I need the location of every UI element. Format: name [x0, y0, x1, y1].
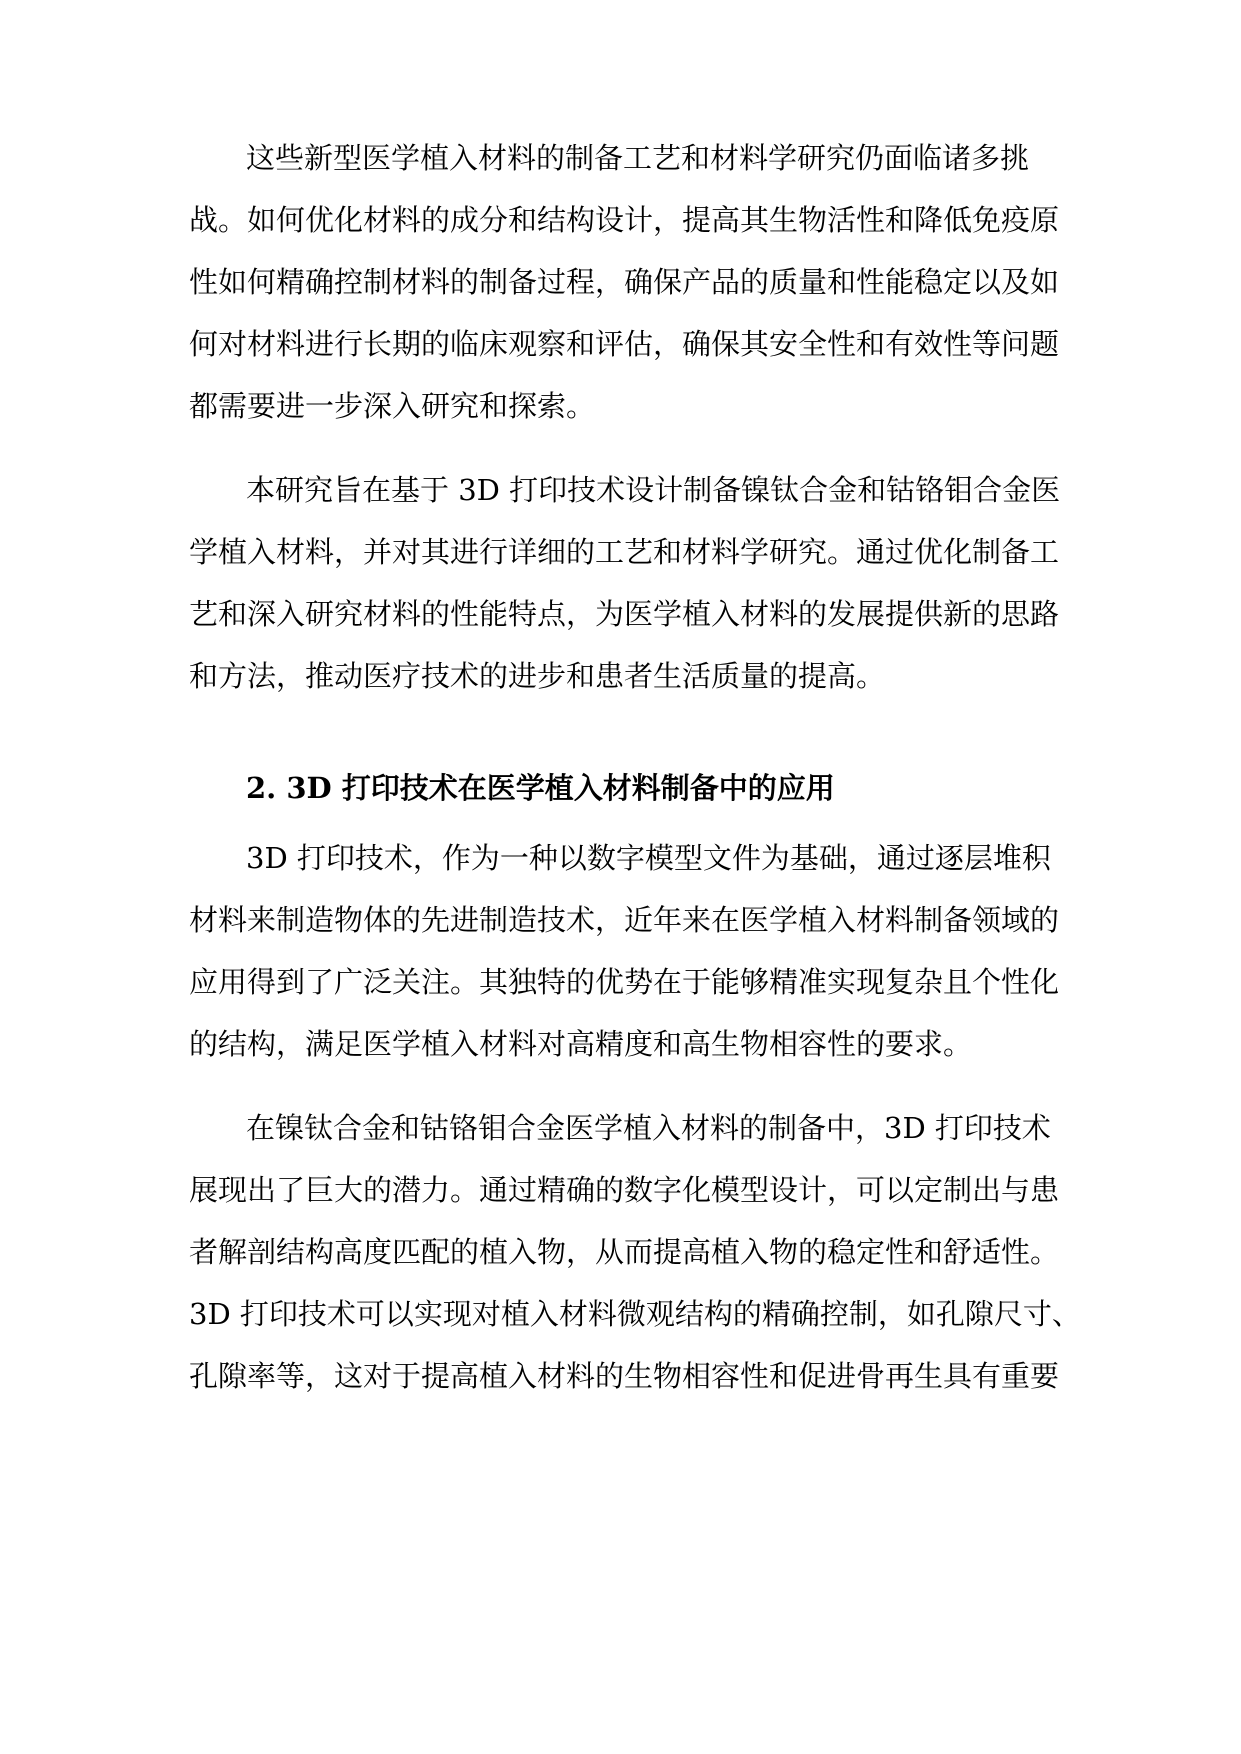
paragraph-3-line-4: 的结构，满足医学植入材料对高精度和高生物相容性的要求。	[189, 1027, 973, 1061]
paragraph-4-line-3: 者解剖结构高度匹配的植入物，从而提高植入物的稳定性和舒适性。	[189, 1235, 1060, 1269]
section-heading: 2. 3D 打印技术在医学植入材料制备中的应用	[246, 771, 835, 805]
paragraph-3-line-1: 3D 打印技术，作为一种以数字模型文件为基础，通过逐层堆积	[246, 841, 1051, 875]
paragraph-3-line-2: 材料来制造物体的先进制造技术，近年来在医学植入材料制备领域的	[189, 903, 1060, 937]
paragraph-4-line-1: 在镍钛合金和钴铬钼合金医学植入材料的制备中，3D 打印技术	[246, 1111, 1051, 1145]
paragraph-4-line-2: 展现出了巨大的潜力。通过精确的数字化模型设计，可以定制出与患	[189, 1173, 1060, 1207]
paragraph-4-line-4: 3D 打印技术可以实现对植入材料微观结构的精确控制，如孔隙尺寸、	[189, 1297, 1081, 1331]
paragraph-1-line-1: 这些新型医学植入材料的制备工艺和材料学研究仍面临诸多挑	[246, 141, 1030, 175]
paragraph-2-line-2: 学植入材料，并对其进行详细的工艺和材料学研究。通过优化制备工	[189, 535, 1060, 569]
paragraph-1-line-4: 何对材料进行长期的临床观察和评估，确保其安全性和有效性等问题	[189, 327, 1060, 361]
paragraph-1-line-2: 战。如何优化材料的成分和结构设计，提高其生物活性和降低免疫原	[189, 203, 1060, 237]
paragraph-2-line-1: 本研究旨在基于 3D 打印技术设计制备镍钛合金和钴铬钼合金医	[246, 473, 1061, 507]
paragraph-3-line-3: 应用得到了广泛关注。其独特的优势在于能够精准实现复杂且个性化	[189, 965, 1060, 999]
paragraph-2-line-4: 和方法，推动医疗技术的进步和患者生活质量的提高。	[189, 659, 886, 693]
paragraph-1-line-5: 都需要进一步深入研究和探索。	[189, 389, 596, 423]
paragraph-4-line-5: 孔隙率等，这对于提高植入材料的生物相容性和促进骨再生具有重要	[189, 1359, 1060, 1393]
paragraph-1-line-3: 性如何精确控制材料的制备过程，确保产品的质量和性能稳定以及如	[189, 265, 1060, 299]
paragraph-2-line-3: 艺和深入研究材料的性能特点，为医学植入材料的发展提供新的思路	[189, 597, 1060, 631]
